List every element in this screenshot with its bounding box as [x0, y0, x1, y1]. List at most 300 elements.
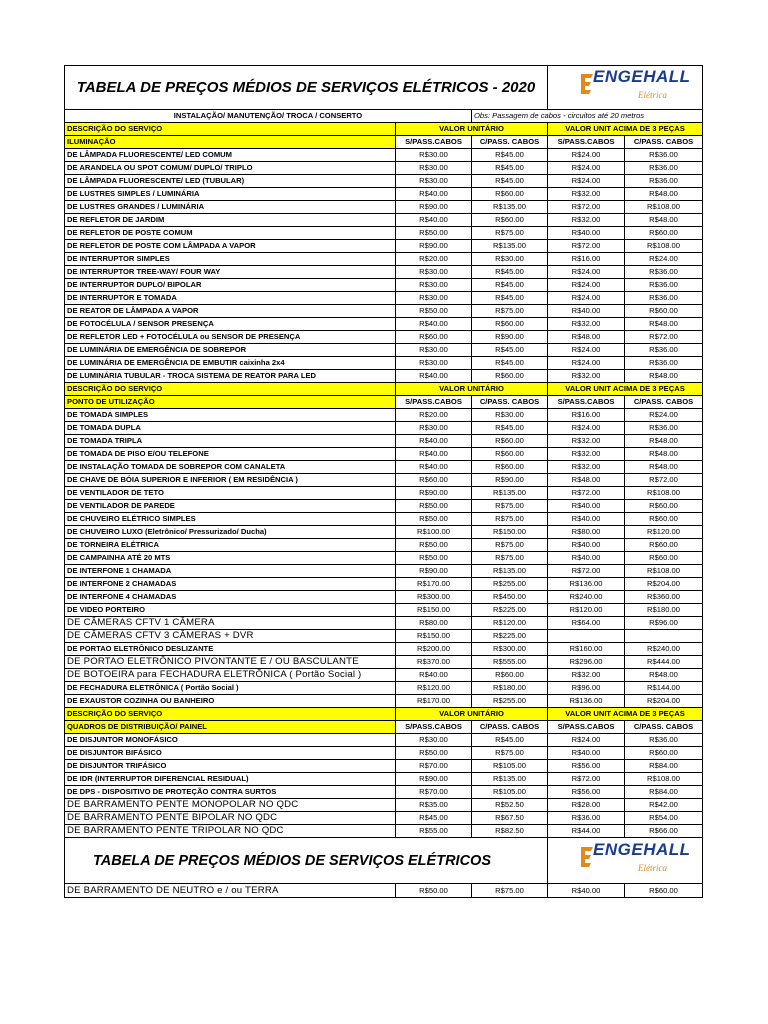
- price-cell: R$75.00: [472, 227, 548, 240]
- price-cell: R$60.00: [625, 884, 703, 898]
- service-description: DE REFLETOR LED + FOTOCÉLULA ou SENSOR DE PRESENÇA: [65, 331, 396, 344]
- service-description: DE CHUVEIRO ELÉTRICO SIMPLES: [65, 513, 396, 526]
- price-cell: R$24.00: [548, 422, 625, 435]
- table-row: [65, 266, 703, 279]
- table-row: [65, 188, 703, 201]
- service-description: DE BARRAMENTO PENTE MONOPOLAR NO QDC: [65, 799, 396, 812]
- table-row: [65, 591, 703, 604]
- price-cell: R$40.00: [548, 552, 625, 565]
- price-cell: R$40.00: [396, 435, 472, 448]
- price-cell: R$30.00: [396, 149, 472, 162]
- price-cell: R$90.00: [396, 240, 472, 253]
- price-cell: R$105.00: [472, 786, 548, 799]
- table-row: [65, 630, 703, 643]
- service-description: DE LUSTRES SIMPLES / LUMINÁRIA: [65, 188, 396, 201]
- price-cell: R$296.00: [548, 656, 625, 669]
- service-description: DE VIDEO PORTEIRO: [65, 604, 396, 617]
- table-row: [65, 344, 703, 357]
- price-cell: R$30.00: [396, 734, 472, 747]
- price-cell: R$150.00: [396, 630, 472, 643]
- service-description: DE LUMINÁRIA DE EMERGÊNCIA DE EMBUTIR caixinha 2x4: [65, 357, 396, 370]
- price-cell: R$135.00: [472, 773, 548, 786]
- table-row: [65, 526, 703, 539]
- price-cell: R$255.00: [472, 695, 548, 708]
- price-cell: R$24.00: [548, 344, 625, 357]
- service-description: DE DISJUNTOR TRIFÁSICO: [65, 760, 396, 773]
- price-cell: R$96.00: [548, 682, 625, 695]
- price-cell: R$60.00: [625, 513, 703, 526]
- price-cell: R$45.00: [472, 279, 548, 292]
- price-cell: R$40.00: [396, 188, 472, 201]
- price-cell: R$90.00: [396, 773, 472, 786]
- price-cell: R$90.00: [472, 474, 548, 487]
- price-cell: R$225.00: [472, 630, 548, 643]
- price-cell: R$40.00: [548, 747, 625, 760]
- table-row: [65, 578, 703, 591]
- bulk-value-header: VALOR UNIT ACIMA DE 3 PEÇAS: [548, 383, 703, 396]
- price-cell: R$135.00: [472, 487, 548, 500]
- price-cell: [548, 630, 625, 643]
- price-cell: R$32.00: [548, 370, 625, 383]
- service-description: DE BOTOEIRA para FECHADURA ELETRÔNICA ( Portão Social ): [65, 669, 396, 682]
- table-row: [65, 825, 703, 838]
- price-cell: R$45.00: [472, 292, 548, 305]
- price-cell: R$48.00: [625, 188, 703, 201]
- price-cell: R$36.00: [625, 279, 703, 292]
- price-cell: R$84.00: [625, 760, 703, 773]
- table-row: [65, 539, 703, 552]
- table-row: [65, 409, 703, 422]
- price-cell: R$48.00: [625, 435, 703, 448]
- price-cell: R$108.00: [625, 565, 703, 578]
- price-cell: R$40.00: [396, 669, 472, 682]
- price-cell: R$300.00: [396, 591, 472, 604]
- price-cell: R$66.00: [625, 825, 703, 838]
- without-cable-header: S/PASS.CABOS: [548, 396, 625, 409]
- table-row: [65, 149, 703, 162]
- price-cell: R$135.00: [472, 240, 548, 253]
- service-description: DE TORNEIRA ELÉTRICA: [65, 539, 396, 552]
- service-description: DE INTERRUPTOR TREE-WAY/ FOUR WAY: [65, 266, 396, 279]
- price-cell: R$72.00: [548, 240, 625, 253]
- table-row: [65, 656, 703, 669]
- price-cell: R$36.00: [625, 734, 703, 747]
- price-cell: R$120.00: [396, 682, 472, 695]
- service-description: DE INTERFONE 4 CHAMADAS: [65, 591, 396, 604]
- table-row: [65, 370, 703, 383]
- price-cell: R$56.00: [548, 760, 625, 773]
- service-description: DE VENTILADOR DE PAREDE: [65, 500, 396, 513]
- service-description: DE EXAUSTOR COZINHA OU BANHEIRO: [65, 695, 396, 708]
- price-cell: R$50.00: [396, 305, 472, 318]
- price-cell: R$120.00: [548, 604, 625, 617]
- price-cell: R$45.00: [472, 175, 548, 188]
- table-row: [65, 669, 703, 682]
- service-description: DE INTERRUPTOR E TOMADA: [65, 292, 396, 305]
- price-cell: R$48.00: [625, 461, 703, 474]
- price-cell: R$45.00: [396, 812, 472, 825]
- price-cell: R$60.00: [472, 214, 548, 227]
- section-header-row: [65, 383, 703, 396]
- price-cell: R$50.00: [396, 552, 472, 565]
- price-cell: R$42.00: [625, 799, 703, 812]
- table-row: [65, 461, 703, 474]
- price-cell: R$36.00: [625, 357, 703, 370]
- service-description: DE REFLETOR DE POSTE COMUM: [65, 227, 396, 240]
- table-row: [65, 201, 703, 214]
- price-cell: R$60.00: [625, 305, 703, 318]
- price-cell: R$108.00: [625, 201, 703, 214]
- table-row: [65, 253, 703, 266]
- with-cable-header: C/PASS. CABOS: [625, 396, 703, 409]
- price-cell: R$40.00: [396, 318, 472, 331]
- price-cell: R$48.00: [625, 669, 703, 682]
- price-cell: R$135.00: [472, 201, 548, 214]
- price-cell: R$90.00: [396, 487, 472, 500]
- engehall-logo: [579, 66, 691, 104]
- price-cell: R$72.00: [548, 487, 625, 500]
- service-description: DE LUMINÁRIA TUBULAR - TROCA SISTEMA DE REATOR PARA LED: [65, 370, 396, 383]
- without-cable-header: S/PASS.CABOS: [396, 396, 472, 409]
- price-cell: R$45.00: [472, 162, 548, 175]
- price-cell: R$32.00: [548, 188, 625, 201]
- section-subheader-row: [65, 396, 703, 409]
- price-cell: R$60.00: [625, 552, 703, 565]
- price-cell: R$45.00: [472, 422, 548, 435]
- price-cell: R$52.50: [472, 799, 548, 812]
- table-row: [65, 760, 703, 773]
- price-cell: R$72.00: [548, 201, 625, 214]
- price-cell: R$75.00: [472, 539, 548, 552]
- price-cell: R$90.00: [396, 565, 472, 578]
- service-description: DE CAMPAINHA ATÉ 20 MTS: [65, 552, 396, 565]
- table-row: [65, 552, 703, 565]
- logo-subtext: Elétrica: [638, 89, 668, 100]
- price-cell: R$36.00: [625, 344, 703, 357]
- price-cell: R$48.00: [548, 331, 625, 344]
- price-cell: R$82.50: [472, 825, 548, 838]
- logo-text: ENGEHALL: [593, 839, 691, 859]
- price-cell: R$36.00: [625, 175, 703, 188]
- price-cell: R$135.00: [472, 565, 548, 578]
- price-cell: R$32.00: [548, 318, 625, 331]
- price-cell: R$50.00: [396, 884, 472, 898]
- price-cell: R$60.00: [396, 474, 472, 487]
- without-cable-header: S/PASS.CABOS: [396, 721, 472, 734]
- price-cell: R$48.00: [625, 448, 703, 461]
- price-cell: R$30.00: [396, 357, 472, 370]
- table-row: [65, 279, 703, 292]
- with-cable-header: C/PASS. CABOS: [625, 136, 703, 149]
- footer-title-row: [65, 838, 703, 884]
- price-cell: R$108.00: [625, 240, 703, 253]
- service-description: DE ARANDELA OU SPOT COMUM/ DUPLO/ TRIPLO: [65, 162, 396, 175]
- price-cell: R$40.00: [396, 370, 472, 383]
- service-description: DE VENTILADOR DE TETO: [65, 487, 396, 500]
- service-description: DE TOMADA DE PISO E/OU TELEFONE: [65, 448, 396, 461]
- with-cable-header: C/PASS. CABOS: [472, 721, 548, 734]
- table-row: [65, 292, 703, 305]
- price-cell: R$170.00: [396, 578, 472, 591]
- price-cell: R$100.00: [396, 526, 472, 539]
- price-cell: R$40.00: [548, 500, 625, 513]
- price-cell: R$30.00: [396, 344, 472, 357]
- price-cell: R$50.00: [396, 539, 472, 552]
- price-cell: R$60.00: [472, 370, 548, 383]
- price-cell: R$170.00: [396, 695, 472, 708]
- table-row: [65, 513, 703, 526]
- logo-subtext: Elétrica: [638, 862, 668, 873]
- price-cell: R$50.00: [396, 227, 472, 240]
- price-cell: R$60.00: [396, 331, 472, 344]
- price-cell: R$240.00: [625, 643, 703, 656]
- price-cell: R$84.00: [625, 786, 703, 799]
- service-description: DE REATOR DE LÂMPADA A VAPOR: [65, 305, 396, 318]
- price-cell: R$50.00: [396, 747, 472, 760]
- price-cell: R$20.00: [396, 253, 472, 266]
- price-cell: R$40.00: [396, 448, 472, 461]
- service-description: DE BARRAMENTO PENTE TRIPOLAR NO QDC: [65, 825, 396, 838]
- price-cell: R$48.00: [548, 474, 625, 487]
- price-cell: R$180.00: [472, 682, 548, 695]
- price-cell: R$40.00: [396, 461, 472, 474]
- price-cell: R$75.00: [472, 305, 548, 318]
- table-row: [65, 786, 703, 799]
- price-cell: R$75.00: [472, 552, 548, 565]
- price-cell: R$50.00: [396, 513, 472, 526]
- price-cell: R$555.00: [472, 656, 548, 669]
- service-description: DE INSTALAÇÃO TOMADA DE SOBREPOR COM CANALETA: [65, 461, 396, 474]
- bulk-value-header: VALOR UNIT ACIMA DE 3 PEÇAS: [548, 708, 703, 721]
- price-cell: R$150.00: [396, 604, 472, 617]
- price-cell: R$35.00: [396, 799, 472, 812]
- price-cell: R$150.00: [472, 526, 548, 539]
- service-description: DE REFLETOR DE POSTE COM LÂMPADA A VAPOR: [65, 240, 396, 253]
- table-row: [65, 318, 703, 331]
- service-description: DE INTERRUPTOR SIMPLES: [65, 253, 396, 266]
- service-description: DE CÂMERAS CFTV 1 CÂMERA: [65, 617, 396, 630]
- table-row: [65, 695, 703, 708]
- price-cell: R$80.00: [396, 617, 472, 630]
- price-cell: R$45.00: [472, 344, 548, 357]
- table-row: [65, 474, 703, 487]
- price-cell: R$45.00: [472, 734, 548, 747]
- price-cell: R$240.00: [548, 591, 625, 604]
- price-cell: R$24.00: [548, 357, 625, 370]
- price-cell: R$36.00: [548, 812, 625, 825]
- footer-logo-cell: [548, 838, 703, 884]
- table-row: [65, 799, 703, 812]
- table-row: [65, 604, 703, 617]
- table-row: [65, 214, 703, 227]
- description-header: DESCRIÇÃO DO SERVIÇO: [65, 123, 396, 136]
- price-cell: R$96.00: [625, 617, 703, 630]
- service-description: DE DISJUNTOR MONOFÁSICO: [65, 734, 396, 747]
- table-row: [65, 435, 703, 448]
- price-cell: R$30.00: [472, 409, 548, 422]
- price-cell: R$70.00: [396, 760, 472, 773]
- price-cell: R$105.00: [472, 760, 548, 773]
- price-cell: R$32.00: [548, 669, 625, 682]
- price-cell: R$72.00: [625, 331, 703, 344]
- table-row: [65, 305, 703, 318]
- without-cable-header: S/PASS.CABOS: [548, 721, 625, 734]
- service-description: DE LUSTRES GRANDES / LUMINÁRIA: [65, 201, 396, 214]
- price-cell: R$44.00: [548, 825, 625, 838]
- with-cable-header: C/PASS. CABOS: [625, 721, 703, 734]
- price-cell: R$360.00: [625, 591, 703, 604]
- engehall-logo: [579, 839, 691, 877]
- price-cell: R$45.00: [472, 357, 548, 370]
- service-description: DE INTERFONE 2 CHAMADAS: [65, 578, 396, 591]
- price-cell: R$40.00: [548, 305, 625, 318]
- price-cell: R$72.00: [548, 565, 625, 578]
- price-cell: R$54.00: [625, 812, 703, 825]
- price-cell: R$60.00: [472, 461, 548, 474]
- price-cell: R$70.00: [396, 786, 472, 799]
- price-cell: R$24.00: [625, 409, 703, 422]
- table-row: [65, 487, 703, 500]
- service-description: DE PORTAO ELETRÔNICO PIVONTANTE E / OU BASCULANTE: [65, 656, 396, 669]
- price-cell: R$24.00: [548, 279, 625, 292]
- service-description: DE TOMADA DUPLA: [65, 422, 396, 435]
- unit-value-header: VALOR UNITÁRIO: [396, 123, 548, 136]
- price-cell: R$24.00: [548, 734, 625, 747]
- price-cell: R$204.00: [625, 695, 703, 708]
- price-cell: R$24.00: [625, 253, 703, 266]
- unit-value-header: VALOR UNITÁRIO: [396, 383, 548, 396]
- price-cell: [625, 630, 703, 643]
- price-cell: R$30.00: [396, 422, 472, 435]
- bulk-value-header: VALOR UNIT ACIMA DE 3 PEÇAS: [548, 123, 703, 136]
- service-description: DE CHUVEIRO LUXO (Eletrônico/ Pressurizado/ Ducha): [65, 526, 396, 539]
- price-cell: R$75.00: [472, 513, 548, 526]
- subtitle-row: [65, 110, 703, 123]
- price-cell: R$30.00: [396, 175, 472, 188]
- price-cell: R$48.00: [625, 214, 703, 227]
- price-cell: R$40.00: [548, 884, 625, 898]
- price-cell: R$75.00: [472, 500, 548, 513]
- price-cell: R$36.00: [625, 149, 703, 162]
- price-cell: R$24.00: [548, 266, 625, 279]
- service-description: DE TOMADA TRIPLA: [65, 435, 396, 448]
- service-description: DE LÂMPADA FLUORESCENTE/ LED COMUM: [65, 149, 396, 162]
- with-cable-header: C/PASS. CABOS: [472, 136, 548, 149]
- price-cell: R$16.00: [548, 409, 625, 422]
- price-cell: R$204.00: [625, 578, 703, 591]
- price-cell: R$20.00: [396, 409, 472, 422]
- price-cell: R$450.00: [472, 591, 548, 604]
- price-cell: R$30.00: [396, 279, 472, 292]
- without-cable-header: S/PASS.CABOS: [396, 136, 472, 149]
- price-cell: R$36.00: [625, 162, 703, 175]
- price-cell: R$48.00: [625, 318, 703, 331]
- obs-note: Obs: Passagem de cabos - circuitos até 20 metros: [472, 110, 703, 123]
- service-description: DE INTERRUPTOR DUPLO/ BIPOLAR: [65, 279, 396, 292]
- price-cell: R$200.00: [396, 643, 472, 656]
- price-cell: R$60.00: [472, 669, 548, 682]
- price-table: [64, 65, 703, 898]
- price-cell: R$255.00: [472, 578, 548, 591]
- service-description: DE IDR (INTERRUPTOR DIFERENCIAL RESIDUAL): [65, 773, 396, 786]
- table-row: [65, 331, 703, 344]
- price-cell: R$36.00: [625, 292, 703, 305]
- table-row: [65, 734, 703, 747]
- price-cell: R$24.00: [548, 149, 625, 162]
- price-cell: R$30.00: [472, 253, 548, 266]
- table-row: [65, 162, 703, 175]
- price-cell: R$60.00: [472, 435, 548, 448]
- logo-text: ENGEHALL: [593, 66, 691, 86]
- table-row: [65, 500, 703, 513]
- price-cell: R$64.00: [548, 617, 625, 630]
- table-row: [65, 812, 703, 825]
- table-row: [65, 175, 703, 188]
- price-cell: R$32.00: [548, 461, 625, 474]
- price-cell: R$60.00: [472, 448, 548, 461]
- price-cell: R$60.00: [472, 188, 548, 201]
- service-description: DE BARRAMENTO PENTE BIPOLAR NO QDC: [65, 812, 396, 825]
- price-cell: R$50.00: [396, 500, 472, 513]
- price-cell: R$40.00: [548, 539, 625, 552]
- price-cell: R$55.00: [396, 825, 472, 838]
- price-cell: R$60.00: [625, 500, 703, 513]
- section-subheader-row: [65, 136, 703, 149]
- price-cell: R$24.00: [548, 292, 625, 305]
- price-cell: R$48.00: [625, 370, 703, 383]
- table-row: [65, 884, 703, 898]
- price-cell: R$24.00: [548, 175, 625, 188]
- price-cell: R$36.00: [625, 422, 703, 435]
- price-cell: R$30.00: [396, 266, 472, 279]
- page-title: TABELA DE PREÇOS MÉDIOS DE SERVIÇOS ELÉTRICOS - 2020: [65, 66, 548, 110]
- price-cell: R$28.00: [548, 799, 625, 812]
- table-row: [65, 565, 703, 578]
- price-cell: R$32.00: [548, 435, 625, 448]
- price-cell: R$45.00: [472, 149, 548, 162]
- price-cell: R$60.00: [625, 539, 703, 552]
- price-cell: R$225.00: [472, 604, 548, 617]
- price-cell: R$75.00: [472, 884, 548, 898]
- service-description: DE REFLETOR DE JARDIM: [65, 214, 396, 227]
- price-cell: R$45.00: [472, 266, 548, 279]
- section-subheader-row: [65, 721, 703, 734]
- service-description: DE LUMINÁRIA DE EMERGÊNCIA DE SOBREPOR: [65, 344, 396, 357]
- price-cell: R$108.00: [625, 773, 703, 786]
- without-cable-header: S/PASS.CABOS: [548, 136, 625, 149]
- price-cell: R$67.50: [472, 812, 548, 825]
- price-cell: R$56.00: [548, 786, 625, 799]
- price-cell: R$144.00: [625, 682, 703, 695]
- description-header: DESCRIÇÃO DO SERVIÇO: [65, 383, 396, 396]
- title-row: [65, 66, 703, 110]
- price-cell: R$72.00: [625, 474, 703, 487]
- price-cell: R$75.00: [472, 747, 548, 760]
- price-cell: R$160.00: [548, 643, 625, 656]
- price-cell: R$32.00: [548, 214, 625, 227]
- section-name: PONTO DE UTILIZAÇÃO: [65, 396, 396, 409]
- service-description: DE FECHADURA ELETRÔNICA ( Portão Social ): [65, 682, 396, 695]
- price-cell: R$32.00: [548, 448, 625, 461]
- table-row: [65, 773, 703, 786]
- price-cell: R$72.00: [548, 773, 625, 786]
- table-row: [65, 682, 703, 695]
- price-cell: R$60.00: [472, 318, 548, 331]
- price-cell: R$30.00: [396, 162, 472, 175]
- price-cell: R$444.00: [625, 656, 703, 669]
- price-cell: R$30.00: [396, 292, 472, 305]
- price-cell: R$180.00: [625, 604, 703, 617]
